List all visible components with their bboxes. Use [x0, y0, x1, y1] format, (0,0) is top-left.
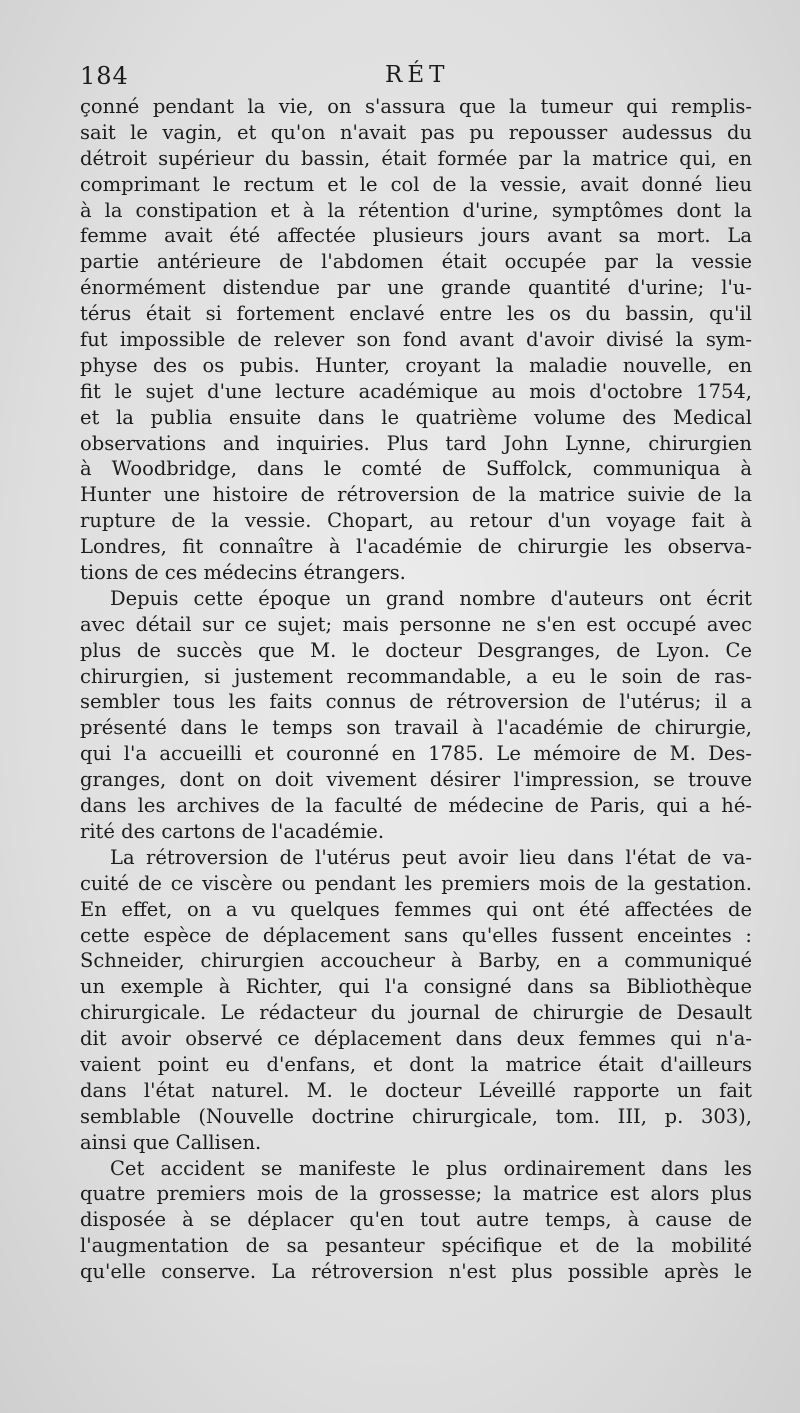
- running-head: RÉT: [385, 62, 450, 88]
- text-line: dit avoir observé ce déplacement dans deux femmes qui n'a-: [80, 1027, 752, 1051]
- text-line: térus était si fortement enclavé entre les os du bassin, qu'il: [80, 302, 752, 326]
- text-line: l'augmentation de sa pesanteur spécifique et de la mobilité: [80, 1234, 752, 1258]
- page-number: 184: [80, 62, 129, 90]
- text-line: et la publia ensuite dans le quatrième volume des Medical: [80, 405, 752, 429]
- text-line: vaient point eu d'enfans, et dont la matrice était d'ailleurs: [80, 1052, 752, 1076]
- text-line: çonné pendant la vie, on s'assura que la tumeur qui remplis-: [80, 95, 752, 118]
- text-line: granges, dont on doit vivement désirer l'impression, se trouve: [80, 768, 752, 792]
- text-line: rité des cartons de l'académie.: [80, 819, 385, 843]
- paragraph: [80, 94, 752, 586]
- text-line: fut impossible de relever son fond avant d'avoir divisé la sym-: [80, 328, 752, 352]
- text-line: semblable (Nouvelle doctrine chirurgicale, tom. III, p. 303),: [80, 1104, 752, 1128]
- text-line: qu'elle conserve. La rétroversion n'est plus possible après le: [80, 1260, 752, 1284]
- text-line: à Woodbridge, dans le comté de Suffolck, communiqua à: [80, 457, 752, 481]
- text-line: partie antérieure de l'abdomen était occupée par la vessie: [80, 250, 752, 274]
- paragraph: [80, 845, 752, 1156]
- text-line: Schneider, chirurgien accoucheur à Barby, en a communiqué: [80, 949, 752, 973]
- text-line: Hunter une histoire de rétroversion de la matrice suivie de la: [80, 483, 752, 507]
- paragraph: [80, 1156, 752, 1285]
- text-line: cette espèce de déplacement sans qu'elles fussent enceintes :: [80, 923, 752, 947]
- text-line: présenté dans le temps son travail à l'académie de chirurgie,: [80, 716, 752, 740]
- text-line: femme avait été affectée plusieurs jours avant sa mort. La: [80, 224, 752, 248]
- text-line: physe des os pubis. Hunter, croyant la maladie nouvelle, en: [80, 353, 752, 377]
- text-line: qui l'a accueilli et couronné en 1785. Le mémoire de M. Des-: [80, 742, 752, 766]
- text-line: observations and inquiries. Plus tard John Lynne, chirurgien: [80, 431, 752, 455]
- text-line: chirurgien, si justement recommandable, a eu le soin de ras-: [80, 664, 752, 688]
- text-line: La rétroversion de l'utérus peut avoir lieu dans l'état de va-: [110, 845, 752, 869]
- text-line: sembler tous les faits connus de rétroversion de l'utérus; il a: [80, 690, 752, 714]
- paragraph: [80, 586, 752, 845]
- text-line: comprimant le rectum et le col de la vessie, avait donné lieu: [80, 172, 752, 196]
- body-text: [80, 94, 752, 1285]
- text-line: En effet, on a vu quelques femmes qui ont été affectées de: [80, 897, 752, 921]
- text-line: rupture de la vessie. Chopart, au retour d'un voyage fait à: [80, 509, 752, 533]
- text-line: sait le vagin, et qu'on n'avait pas pu repousser audessus du: [80, 120, 752, 144]
- text-line: chirurgicale. Le rédacteur du journal de chirurgie de Desault: [80, 1001, 752, 1025]
- text-line: Londres, fit connaître à l'académie de chirurgie les observa-: [80, 535, 752, 559]
- text-line: énormément distendue par une grande quantité d'urine; l'u-: [80, 276, 752, 300]
- text-line: Cet accident se manifeste le plus ordinairement dans les: [110, 1156, 752, 1180]
- text-line: Depuis cette époque un grand nombre d'auteurs ont écrit: [110, 586, 752, 610]
- text-line: disposée à se déplacer qu'en tout autre temps, à cause de: [80, 1208, 752, 1232]
- text-line: un exemple à Richter, qui l'a consigné dans sa Bibliothèque: [80, 975, 752, 999]
- text-line: fit le sujet d'une lecture académique au mois d'octobre 1754,: [80, 379, 752, 403]
- text-line: quatre premiers mois de la grossesse; la matrice est alors plus: [80, 1182, 752, 1206]
- text-line: ainsi que Callisen.: [80, 1130, 262, 1154]
- page-header: [80, 62, 760, 92]
- text-line: dans l'état naturel. M. le docteur Léveillé rapporte un fait: [80, 1078, 752, 1102]
- text-line: tions de ces médecins étrangers.: [80, 561, 406, 585]
- text-line: cuité de ce viscère ou pendant les premiers mois de la gestation.: [80, 871, 752, 895]
- text-line: détroit supérieur du bassin, était formée par la matrice qui, en: [80, 146, 752, 170]
- text-line: dans les archives de la faculté de médecine de Paris, qui a hé-: [80, 794, 752, 818]
- text-line: avec détail sur ce sujet; mais personne ne s'en est occupé avec: [80, 612, 752, 636]
- text-line: à la constipation et à la rétention d'urine, symptômes dont la: [80, 198, 752, 222]
- text-line: plus de succès que M. le docteur Desgranges, de Lyon. Ce: [80, 638, 752, 662]
